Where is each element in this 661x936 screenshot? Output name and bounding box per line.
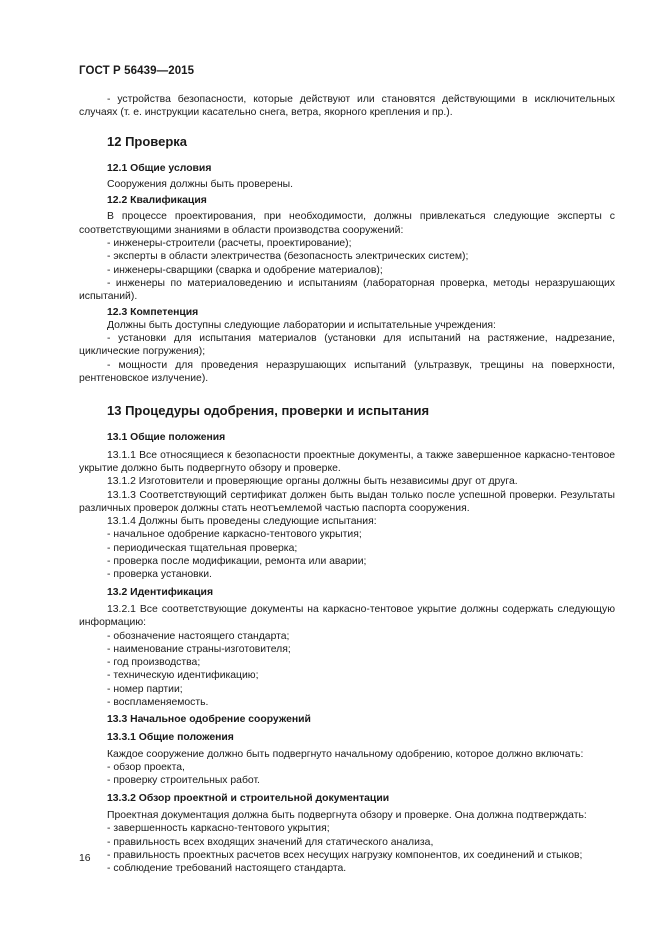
paragraph: Должны быть доступны следующие лаборатории и испытательные учреждения: xyxy=(107,319,496,331)
subsection-heading-13-3: 13.3 Начальное одобрение сооружений xyxy=(107,714,311,726)
subsection-heading-12-1: 12.1 Общие условия xyxy=(107,162,212,174)
list-item: - обозначение настоящего стандарта; xyxy=(107,630,290,642)
subsection-heading-13-3-2: 13.3.2 Обзор проектной и строительной документации xyxy=(107,792,390,804)
list-item: - техническую идентификацию; xyxy=(107,670,259,682)
subsection-heading-13-2: 13.2 Идентификация xyxy=(107,586,214,598)
section-heading-13: 13 Процедуры одобрения, проверки и испытания xyxy=(107,403,430,419)
list-item: - правильность проектных расчетов всех несущих нагрузку компонентов, их соединений и стыков; xyxy=(107,849,583,861)
page-number: 16 xyxy=(79,853,91,864)
paragraph: Сооружения должны быть проверены. xyxy=(107,178,294,190)
subsection-heading-12-2: 12.2 Квалификация xyxy=(107,195,207,207)
subsection-heading-13-1: 13.1 Общие положения xyxy=(107,432,226,444)
list-item: - наименование страны-изготовителя; xyxy=(107,643,291,655)
paragraph: Каждое сооружение должно быть подвергнуто начальному одобрению, которое должно включать: xyxy=(107,748,584,760)
list-item: - год производства; xyxy=(107,657,201,669)
list-item: - проверка установки. xyxy=(107,569,212,581)
subsection-heading-13-3-1: 13.3.1 Общие положения xyxy=(107,731,234,743)
paragraph: - устройства безопасности, которые действуют или становятся действующими в исключительных случаях (т. е. инструкции касательно снега, ветра, якорного крепления и пр.). xyxy=(79,94,615,119)
section-heading-12: 12 Проверка xyxy=(107,133,188,149)
paragraph: 13.1.3 Соответствующий сертификат должен быть выдан только после успешной проверки. Результаты различных проверок должны стать неотъемлемой частью паспорта сооружения. xyxy=(79,489,615,514)
list-item: - эксперты в области электричества (безопасность электрических систем); xyxy=(107,251,469,263)
list-item: - номер партии; xyxy=(107,683,183,695)
subsection-heading-12-3: 12.3 Компетенция xyxy=(107,306,199,318)
paragraph: В процессе проектирования, при необходимости, должны привлекаться следующие эксперты с соответствующими знаниями в области производства сооружений: xyxy=(79,211,615,236)
document-header: ГОСТ Р 56439—2015 xyxy=(79,65,195,77)
list-item: - воспламеняемость. xyxy=(107,696,209,708)
list-item: - инженеры-строители (расчеты, проектирование); xyxy=(107,238,352,250)
paragraph: 13.1.1 Все относящиеся к безопасности проектные документы, а также завершенное каркасно-тентовое укрытие должно быть подвергнуто обзору и проверке. xyxy=(79,449,615,474)
list-item: - периодическая тщательная проверка; xyxy=(107,542,298,554)
list-item: - инженеры-сварщики (сварка и одобрение материалов); xyxy=(107,264,383,276)
list-item: - проверку строительных работ. xyxy=(107,775,260,787)
page-body xyxy=(79,93,615,876)
list-item: - мощности для проведения неразрушающих испытаний (ультразвук, трещины на поверхности, рентгеновское излучение). xyxy=(79,359,615,385)
list-item: - завершенность каркасно-тентового укрытия; xyxy=(107,823,330,835)
paragraph: 13.2.1 Все соответствующие документы на каркасно-тентовое укрытие должны содержать следующую информацию: xyxy=(79,603,615,629)
paragraph: 13.1.4 Должны быть проведены следующие испытания: xyxy=(107,516,377,528)
paragraph: 13.1.2 Изготовители и проверяющие органы должны быть независимы друг от друга. xyxy=(107,476,518,488)
list-item: - проверка после модификации, ремонта или аварии; xyxy=(107,556,367,568)
list-item: - правильность всех входящих значений для статического анализа, xyxy=(107,836,434,848)
list-item: - начальное одобрение каркасно-тентового укрытия; xyxy=(107,529,362,541)
list-item: - инженеры по материаловедению и испытаниям (лабораторная проверка, методы неразрушающих испытаний). xyxy=(79,277,615,303)
list-item: - соблюдение требований настоящего стандарта. xyxy=(107,863,347,875)
list-item: - обзор проекта, xyxy=(107,762,185,774)
paragraph: Проектная документация должна быть подвергнута обзору и проверке. Она должна подтверждать: xyxy=(107,810,587,822)
list-item: - установки для испытания материалов (установки для испытаний на растяжение, надрезание, циклические погружения); xyxy=(79,333,615,358)
